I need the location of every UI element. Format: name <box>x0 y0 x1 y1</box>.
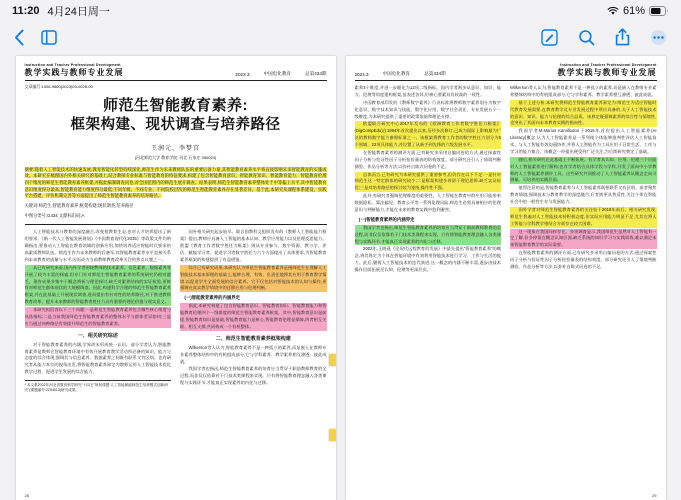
page-number: 29 <box>652 493 657 498</box>
paragraph: 素养3个维度,并进一步细化为12项二级指标。国内学者则多从意识、知识、能力、伦理等角度建构框架,虽表述各异,但核心要素具有较高的一致性。 <box>354 85 501 97</box>
article-footnote: * 本文系2022年河北省教育科学研究“十四五”规划课题“人工智能赋能师范生培养模式创新研究”(课题编号:2204013)研究成果。 <box>25 380 172 394</box>
status-bar <box>0 0 681 22</box>
subsection-heading: (一)智能教育素养的内涵界定 <box>358 216 415 222</box>
paragraph: 在智能教育素养的测评方面,已有研究多采用自编问卷的方式,通过探索性因子分析与验证性因子分析检验量表的结构效度。部分研究还引入了情境判断测验、作品分析等方法,以弥补自陈式问卷的不足。 <box>354 149 501 169</box>
article-title-line2: 框架构建、现状调查与培养路径 <box>70 117 281 134</box>
pdf-page-right[interactable] <box>346 56 666 500</box>
paragraph: 本研究拟回答以下三个问题:一是师范生智能教育素养包含哪些核心维度与具体指标;二是当前我国师范生智能教育素养的整体水平与群体差异如何;三是应当通过何种路径有效提升师范生的智能教育素养。 <box>24 307 171 326</box>
paragraph: 欧盟联合研究中心2017年发布的《欧洲教育工作者数字胜任力框架》(DigCompEdu)自1994年首次提出以来,历经多次修订,已成为国际上影响最为广泛的教师数字能力参照标准之一。该框架将教育工作者的数字胜任力划分为6个领域、22项具体能力,并设置了从新手到先锋的六级发展水平。 <box>354 121 501 147</box>
journal-header-right <box>355 63 657 81</box>
journal-english-name: Instruction and Teacher Professional Development <box>560 63 657 67</box>
paragraph: 此外,有研究者强调伦理维度的重要性。人工智能在教育中的应用可能带来数据隐私、算法偏见、教育公平等一系列伦理风险,师范生必须具备相应的伦理意识与判断能力,才能在未来的教育实践中趋利避害。 <box>354 193 501 212</box>
journal-total-no: 总第434期 <box>424 71 446 76</box>
paragraph: 随后,相关研究在此基础上不断拓展。有学者从认知、应用、伦理三个层面对人工智能素养进行解构;也有学者结合具体学段与学科,开发了面向中小学教师的人工智能素养测评工具。这些研究共同推动了人工智能素养从概念走向可测量、可培养的实践层面。 <box>510 156 657 183</box>
header-divider <box>25 224 327 225</box>
journal-publication: 中国电化教育 <box>263 71 292 76</box>
share-icon[interactable] <box>615 28 630 46</box>
journal-chinese-name: 教学实践与教师专业发展 <box>557 68 657 77</box>
left-page-col1 <box>25 229 172 393</box>
article-class-code: 中图分类号:G434 文献标识码:A <box>24 212 85 218</box>
journal-issue: 2023.3 <box>235 72 250 77</box>
paragraph: 在智能教育素养的测评方面,已有研究多采用自编问卷的方式,通过探索性因子分析与验证性因子分析检验量表的结构效度。部分研究还引入了情境判断测验、作品分析等方法,以弥补自陈式问卷的不足。 <box>510 250 657 269</box>
paragraph: 综合已有研究成果,本研究认为师范生智能教育素养是指师范生在理解人工智能技术基本原理的基础上,能够合理、有效、负责任地将其应用于教育教学情境,以促进学生全面发展的综合素养。它不仅包括对智能技术的认知与操作,更强调在真实教学情境中的迁移应用与伦理判断。 <box>180 264 327 291</box>
article-doc-code: 文章编号:1006-9860(2023)03-0028-09 <box>24 84 93 89</box>
paragraph: 值得注意的是,智能教育素养与人工智能素养既相联系又有区别。前者聚焦教育情境,强调技术与教育教学的深度融合;后者则更具普适性,关注个体在智能社会中的一般性生存与发展能力。 <box>510 185 657 204</box>
paragraph: 2002年,王晓燕《论现代远程教育的发展》中最先提出“智能教育素养”的概念,将其界定为个体在智能环境中有效利用智能技术进行学习、工作与生活的能力。此后,随着人工智能技术的迭代演进,这一概念的内涵不断丰富,逐步由技术操作层面拓展至认知、伦理等更深层次。 <box>354 246 501 272</box>
battery-percent-label: 61% <box>622 5 645 17</box>
sidebar-thumbnails-icon[interactable] <box>41 30 57 45</box>
paragraph: 我国学者M.Marios Kamillodori于2016年首次提出人工智能素养(AI Literacy)概念,认为人工智能素养是一系列使个体能够批判性评估人工智能技术、与人工智能有效沟通协作,并将人工智能作为工具应用于日常生活、工作与学习的能力集合。该概念一经提出便受到广泛关注,为后续研究奠定了基础。 <box>510 128 657 154</box>
right-page-col1 <box>355 85 502 275</box>
left-page-col2 <box>180 229 327 393</box>
paragraph: 中国教育部印发的《教师数字素养》行业标准将教师数字素养划分为数字化意识、数字技术知识与技能、数字化应用、数字社会责任、专业发展五个一级维度,为本研究提供了重要的政策依据和理论支撑。 <box>354 99 501 119</box>
status-time: 11:20 <box>12 5 40 17</box>
paragraph: 我国学者也指出,师范生智能教育素养的培育应当贯穿于职前教师教育的全过程,而非仅仅依靠若干门技术类课程来实现。只有将智能教育理念融入各类课程与实践环节,才能真正实现素养的内化与迁移。 <box>180 366 327 386</box>
wifi-icon <box>607 6 619 16</box>
journal-header-left <box>25 63 327 81</box>
article-title-line1: 师范生智能教育素养: <box>103 97 248 114</box>
search-icon[interactable] <box>578 29 595 46</box>
paragraph: Wilkerson等人认为,智能教育素养不是一种孤立的素养,而是嵌入在教师专业素养整体结构中的有机组成部分,它与学科素养、教学素养相互渗透、彼此成就。 <box>510 85 657 97</box>
sticky-note-marker[interactable] <box>329 354 336 366</box>
paragraph: Wilkerson等人认为,智能教育素养不是一种孤立的素养,而是嵌入在教师专业素养整体结构中的有机组成部分,它与学科素养、教学素养相互渗透、彼此成就。 <box>180 344 327 364</box>
article-authors: 王润元、李梦宫 <box>150 145 200 152</box>
app-toolbar <box>0 22 681 52</box>
paragraph: 据此,本研究构建了包含智能教育意识、智能教育知识、智能教育能力和智能教育伦理四个一级维度的师范生智能教育素养框架。其中,智能教育意识是前提,智能教育知识是基础,智能教育能力是核心,智能教育伦理是保障,四者相互关联、相互支撑,共同构成一个有机整体。 <box>180 303 327 329</box>
paragraph: 国外学者对师范生智能教育素养的关注始于2018年前后。相关研究发现,师范生普遍对人工智能技术持积极态度,但实际应用能力明显不足,尤其在将人工智能与学科教学相结合方面存在较大困难。 <box>510 206 657 226</box>
toolbar-left-group <box>14 29 57 46</box>
journal-publication: 中国电化教育 <box>382 71 411 76</box>
paragraph: 对于智能教育素养的内涵,学界尚未形成统一认识。部分学者认为,智能教育素养是教师在智能教育环境中有效开展教育教学活动所必备的知识、能力与态度的综合体现,强调其与信息素养、数据素养之间既有联系又有区别。也有研究者从能力本位的视角出发,将智能教育素养界定为教师运用人工智能技术优化教学过程、促进学生发展的综合能力。 <box>24 341 171 375</box>
subsection-heading: (一)智能教育素养的内涵界定 <box>184 295 241 301</box>
article-abstract <box>25 167 327 200</box>
page-number: 28 <box>24 493 29 498</box>
journal-english-name: Instruction and Teacher Professional Development <box>24 63 121 67</box>
status-date: 4月24日周一 <box>47 6 110 18</box>
article-affiliation: (河北师范大学 教育学院, 河北 石家庄 050024) <box>134 154 217 160</box>
sticky-note-marker[interactable] <box>329 429 336 441</box>
right-page-columns <box>355 85 657 275</box>
right-page-col2 <box>510 85 657 275</box>
paragraph: 总体而言,已有研究为本研究提供了重要参考,但仍存在以下不足:一是针对师范生这一特定群体的研究较少;二是框架构建多停留于理论思辨,缺乏实证检验;三是对培养路径的探讨较为笼统,操作性不强。 <box>354 171 501 191</box>
section-heading: 一、相关研究综述 <box>77 332 118 339</box>
abstract-text: 摘要:随着人工智能技术的快速发展,教育智能化转型持续深化,师范生作为未来教师队伍的重要后备力量,其智能教育素养水平将直接影响未来智能教育的实施成效。本研究在梳理国内外相关研究的基础上,结合教师专业标准与智能教育的特征要求,构建了包含智能教育意识、智能教育知识、智能教育能力、智能教育伦理四个维度的师范生智能教育素养框架,并据此编制调查问卷,对全国范围内的师范生展开调查。结果表明,师范生智能教育素养整体处于中等偏上水平,其中智能教育意识维度得分最高,智能教育能力维度得分最低;不同年级、不同专业、不同院校层次的师范生智能教育素养存在显著差异。基于此,本研究从课程体系建设、实践平台搭建、评价机制完善等方面提出了师范生智能教育素养的培养路径。 <box>24 166 327 199</box>
paragraph: 从已有研究来看,国内外学者围绕教师的技术素养、信息素养、数据素养等开展了较为丰富的探索,但专门针对师范生智能教育素养的系统研究仍相对匮乏。现有成果多集中于概念辨析与理论探讨,缺乏对素养结构的实证检验,更鲜有对师范生群体现状的大规模调查。因此,构建科学合理的师范生智能教育素养框架,并在此基础上开展现状调查,进而提出有针对性的培养路径,对于推进教师教育改革、提升未来教师的智能教育胜任力具有重要的理论价值与现实意义。 <box>24 264 171 305</box>
paragraph: 基于上述分析,本研究将师范生智能教育素养界定为:师范生为适应智能时代教育发展需要,在教育教学及专业发展过程中所应具备的,关于人工智能技术的意识、知识、能力与伦理的综合品质。该界定既强调素养的综合性与情境性,也突出了其面向未来教育实践的指向性。 <box>510 99 657 126</box>
status-right <box>607 5 669 17</box>
pdf-page-container[interactable] <box>0 52 681 500</box>
more-ellipsis-icon[interactable] <box>650 29 667 46</box>
left-page-columns <box>25 229 327 393</box>
paragraph: 我国学者也指出,师范生智能教育素养的培育应当贯穿于职前教师教育的全过程,而非仅仅依靠若干门技术类课程来实现。只有将智能教育理念融入各类课程与实践环节,才能真正实现素养的内化与迁移。 <box>354 224 501 244</box>
paragraph: 国外相关研究起步较早。联合国教科文组织发布的《教师人工智能能力框架》提出,教师应具备人工智能的基本认知、教学应用能力以及伦理反思能力。欧盟《教育工作者数字胜任力框架》则从专业参与、数字资源、教与学、评估、赋能学习者、促进学习者数字胜任力六个方面提出了具体要求,为智能教育素养框架的构建提供了有益借鉴。 <box>180 229 327 262</box>
journal-total-no: 总第434期 <box>305 71 327 76</box>
journal-chinese-name: 教学实践与教师专业发展 <box>24 68 124 77</box>
pdf-page-left[interactable] <box>16 56 336 500</box>
paragraph: 人工智能技术与教育的深度融合,改变着教育生态,也对人才培养提出了新的要求。《新一代人工智能发展规划》《中国教育现代化2035》等政策文件均明确指出,要推动人工智能在教育领域的创新应用,加快培养适应智能时代要求的高素质教师队伍。师范生作为未来教师的后备军,其智能教育素养水平直接关系到未来教育的质量与水平,因而成为当前教师教育改革关注的焦点议题之一。 <box>24 229 171 262</box>
status-left <box>12 3 110 19</box>
article-keywords: 关键词:师范生;智能教育素养;框架构建;现状调查;培养路径 <box>24 203 134 209</box>
section-heading: 二、师范生智能教育素养框架构建 <box>215 335 291 342</box>
paragraph: 这一现象在我国同样存在。多项调查显示,我国师范生虽然对人工智能有一定了解,但多停留在概念认知层面,缺乏系统的知识学习与实践训练,难以满足未来智能教育教学的实际需要。 <box>510 228 657 248</box>
journal-issue: 2023.3 <box>354 72 369 77</box>
markup-pen-icon[interactable] <box>541 29 558 46</box>
toolbar-right-group <box>541 28 667 46</box>
back-chevron-icon[interactable] <box>14 29 25 46</box>
battery-icon <box>649 6 669 16</box>
